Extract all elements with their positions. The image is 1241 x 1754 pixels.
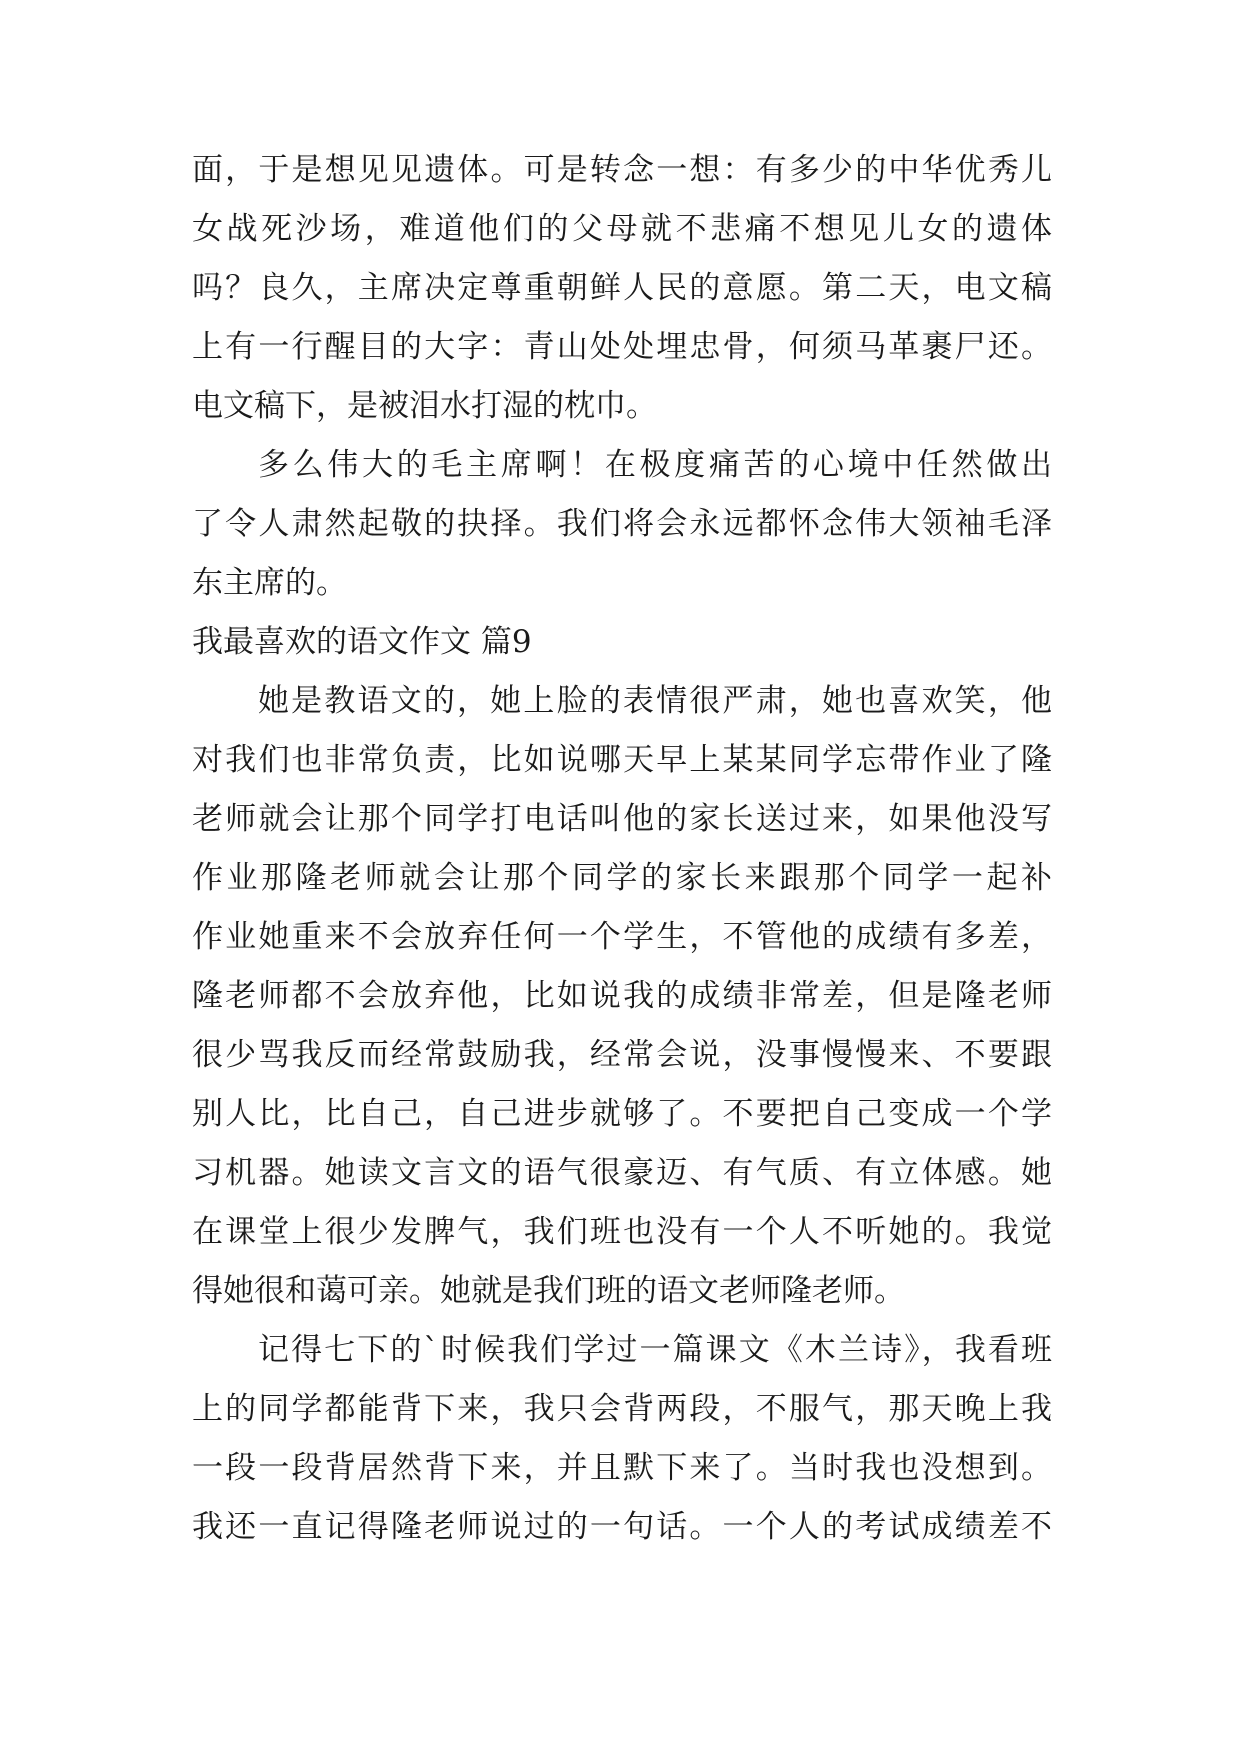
- text-line: 很少骂我反而经常鼓励我，经常会说，没事慢慢来、不要跟: [192, 1037, 1052, 1073]
- paragraph-first-line: 多么伟大的毛主席啊！在极度痛苦的心境中任然做出: [258, 447, 1052, 483]
- text-line: 作业她重来不会放弃任何一个学生，不管他的成绩有多差，: [192, 919, 1052, 955]
- text-line: 吗？良久，主席决定尊重朝鲜人民的意愿。第二天，电文稿: [192, 270, 1052, 306]
- paragraph-first-line: 她是教语文的，她上脸的表情很严肃，她也喜欢笑，他: [258, 683, 1052, 719]
- text-line: 作业那隆老师就会让那个同学的家长来跟那个同学一起补: [192, 860, 1052, 896]
- text-line: 我还一直记得隆老师说过的一句话。一个人的考试成绩差不: [192, 1509, 1052, 1545]
- text-line: 别人比，比自己，自己进步就够了。不要把自己变成一个学: [192, 1096, 1052, 1132]
- text-line: 对我们也非常负责，比如说哪天早上某某同学忘带作业了隆: [192, 742, 1052, 778]
- text-line: 电文稿下，是被泪水打湿的枕巾。: [192, 388, 657, 424]
- text-line: 面，于是想见见遗体。可是转念一想：有多少的中华优秀儿: [192, 152, 1052, 188]
- text-line: 上有一行醒目的大字：青山处处埋忠骨，何须马革裹尸还。: [192, 329, 1052, 365]
- text-line: 习机器。她读文言文的语气很豪迈、有气质、有立体感。她: [192, 1155, 1052, 1191]
- text-line: 在课堂上很少发脾气，我们班也没有一个人不听她的。我觉: [192, 1214, 1052, 1250]
- text-line: 隆老师都不会放弃他，比如说我的成绩非常差，但是隆老师: [192, 978, 1052, 1014]
- paragraph-first-line: 记得七下的`时候我们学过一篇课文《木兰诗》，我看班: [258, 1332, 1052, 1368]
- text-line: 得她很和蔼可亲。她就是我们班的语文老师隆老师。: [192, 1273, 905, 1309]
- text-line: 了令人肃然起敬的抉择。我们将会永远都怀念伟大领袖毛泽: [192, 506, 1052, 542]
- text-line: 一段一段背居然背下来，并且默下来了。当时我也没想到。: [192, 1450, 1052, 1486]
- text-line: 女战死沙场，难道他们的父母就不悲痛不想见儿女的遗体: [192, 211, 1052, 247]
- text-line: 上的同学都能背下来，我只会背两段，不服气，那天晚上我: [192, 1391, 1052, 1427]
- text-line: 东主席的。: [192, 565, 347, 601]
- section-heading: 我最喜欢的语文作文 篇9: [192, 624, 532, 660]
- text-line: 老师就会让那个同学打电话叫他的家长送过来，如果他没写: [192, 801, 1052, 837]
